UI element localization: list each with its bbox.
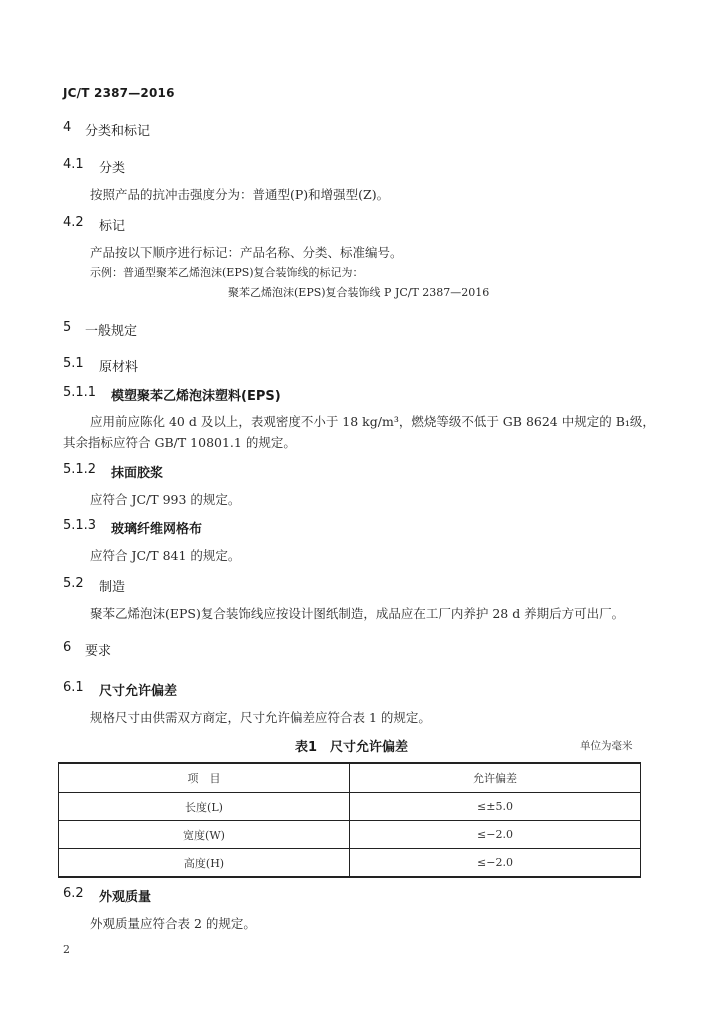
section-6-1-heading — [63, 680, 178, 699]
section-number: 5.1 — [63, 356, 84, 371]
section-number: 4.1 — [63, 157, 84, 172]
table-row — [59, 849, 641, 878]
section-number: 6 — [63, 640, 72, 655]
section-title: 原材料 — [99, 360, 139, 375]
table-1-caption: 表1 尺寸允许偏差 — [295, 740, 409, 755]
section-5-1-1-heading — [63, 385, 281, 404]
row-item: 长度(L) — [59, 793, 350, 821]
appearance-quality-paragraph: 外观质量应符合表 2 的规定。 — [90, 916, 256, 931]
row-tolerance: ≤−2.0 — [350, 849, 641, 878]
section-title: 玻璃纤维网格布 — [111, 522, 203, 537]
row-tolerance: ≤±5.0 — [350, 793, 641, 821]
mesh-paragraph: 应符合 JC/T 841 的规定。 — [90, 548, 241, 563]
marking-example: 聚苯乙烯泡沫(EPS)复合装饰线 P JC/T 2387—2016 — [228, 286, 490, 299]
section-5-1-heading — [63, 356, 139, 375]
table-header-row — [59, 763, 641, 793]
section-title: 分类 — [99, 161, 126, 176]
column-header-item: 项 目 — [59, 763, 350, 793]
section-4-heading — [63, 120, 151, 139]
table-row — [59, 793, 641, 821]
classification-paragraph: 按照产品的抗冲击强度分为：普通型(P)和增强型(Z)。 — [90, 187, 390, 202]
section-title: 模塑聚苯乙烯泡沫塑料(EPS) — [111, 389, 281, 404]
section-title: 一般规定 — [85, 324, 138, 339]
section-title: 要求 — [85, 644, 112, 659]
section-5-2-heading — [63, 576, 126, 595]
section-number: 4 — [63, 120, 72, 135]
section-5-1-2-heading — [63, 462, 164, 481]
column-header-tolerance: 允许偏差 — [350, 763, 641, 793]
row-item: 宽度(W) — [59, 821, 350, 849]
section-number: 5.1.1 — [63, 385, 97, 400]
section-4-1-heading — [63, 157, 126, 176]
row-tolerance: ≤−2.0 — [350, 821, 641, 849]
section-number: 5.2 — [63, 576, 84, 591]
standard-code-header: JC/T 2387—2016 — [63, 86, 175, 100]
table-row — [59, 821, 641, 849]
section-title: 外观质量 — [99, 890, 152, 905]
section-number: 5.1.3 — [63, 518, 97, 533]
section-number: 4.2 — [63, 215, 84, 230]
marking-paragraph: 产品按以下顺序进行标记：产品名称、分类、标准编号。 — [90, 245, 403, 260]
section-number: 5 — [63, 320, 72, 335]
dimension-tolerance-table — [58, 762, 641, 878]
section-4-2-heading — [63, 215, 126, 234]
marking-example-label: 示例：普通型聚苯乙烯泡沫(EPS)复合装饰线的标记为： — [90, 266, 364, 279]
section-title: 分类和标记 — [85, 124, 151, 139]
row-item: 高度(H) — [59, 849, 350, 878]
eps-requirement-line-1: 应用前应陈化 40 d 及以上，表观密度不小于 18 kg/m³，燃烧等级不低于 GB 8624 中规定的 B₁级， — [90, 414, 655, 429]
page-number: 2 — [63, 943, 70, 956]
section-6-heading — [63, 640, 112, 659]
eps-requirement-line-2: 其余指标应符合 GB/T 10801.1 的规定。 — [63, 435, 296, 450]
section-title: 尺寸允许偏差 — [99, 684, 178, 699]
section-6-2-heading — [63, 886, 152, 905]
manufacturing-paragraph: 聚苯乙烯泡沫(EPS)复合装饰线应按设计图纸制造，成品应在工厂内养护 28 d 养期后方可出厂。 — [90, 606, 625, 621]
table-1-unit: 单位为毫米 — [580, 740, 633, 752]
section-title: 标记 — [99, 219, 126, 234]
section-5-1-3-heading — [63, 518, 203, 537]
section-5-heading — [63, 320, 138, 339]
dimension-tolerance-paragraph: 规格尺寸由供需双方商定，尺寸允许偏差应符合表 1 的规定。 — [90, 710, 431, 725]
mortar-paragraph: 应符合 JC/T 993 的规定。 — [90, 492, 241, 507]
section-title: 抹面胶浆 — [111, 466, 164, 481]
section-title: 制造 — [99, 580, 126, 595]
section-number: 6.1 — [63, 680, 84, 695]
section-number: 5.1.2 — [63, 462, 97, 477]
section-number: 6.2 — [63, 886, 84, 901]
